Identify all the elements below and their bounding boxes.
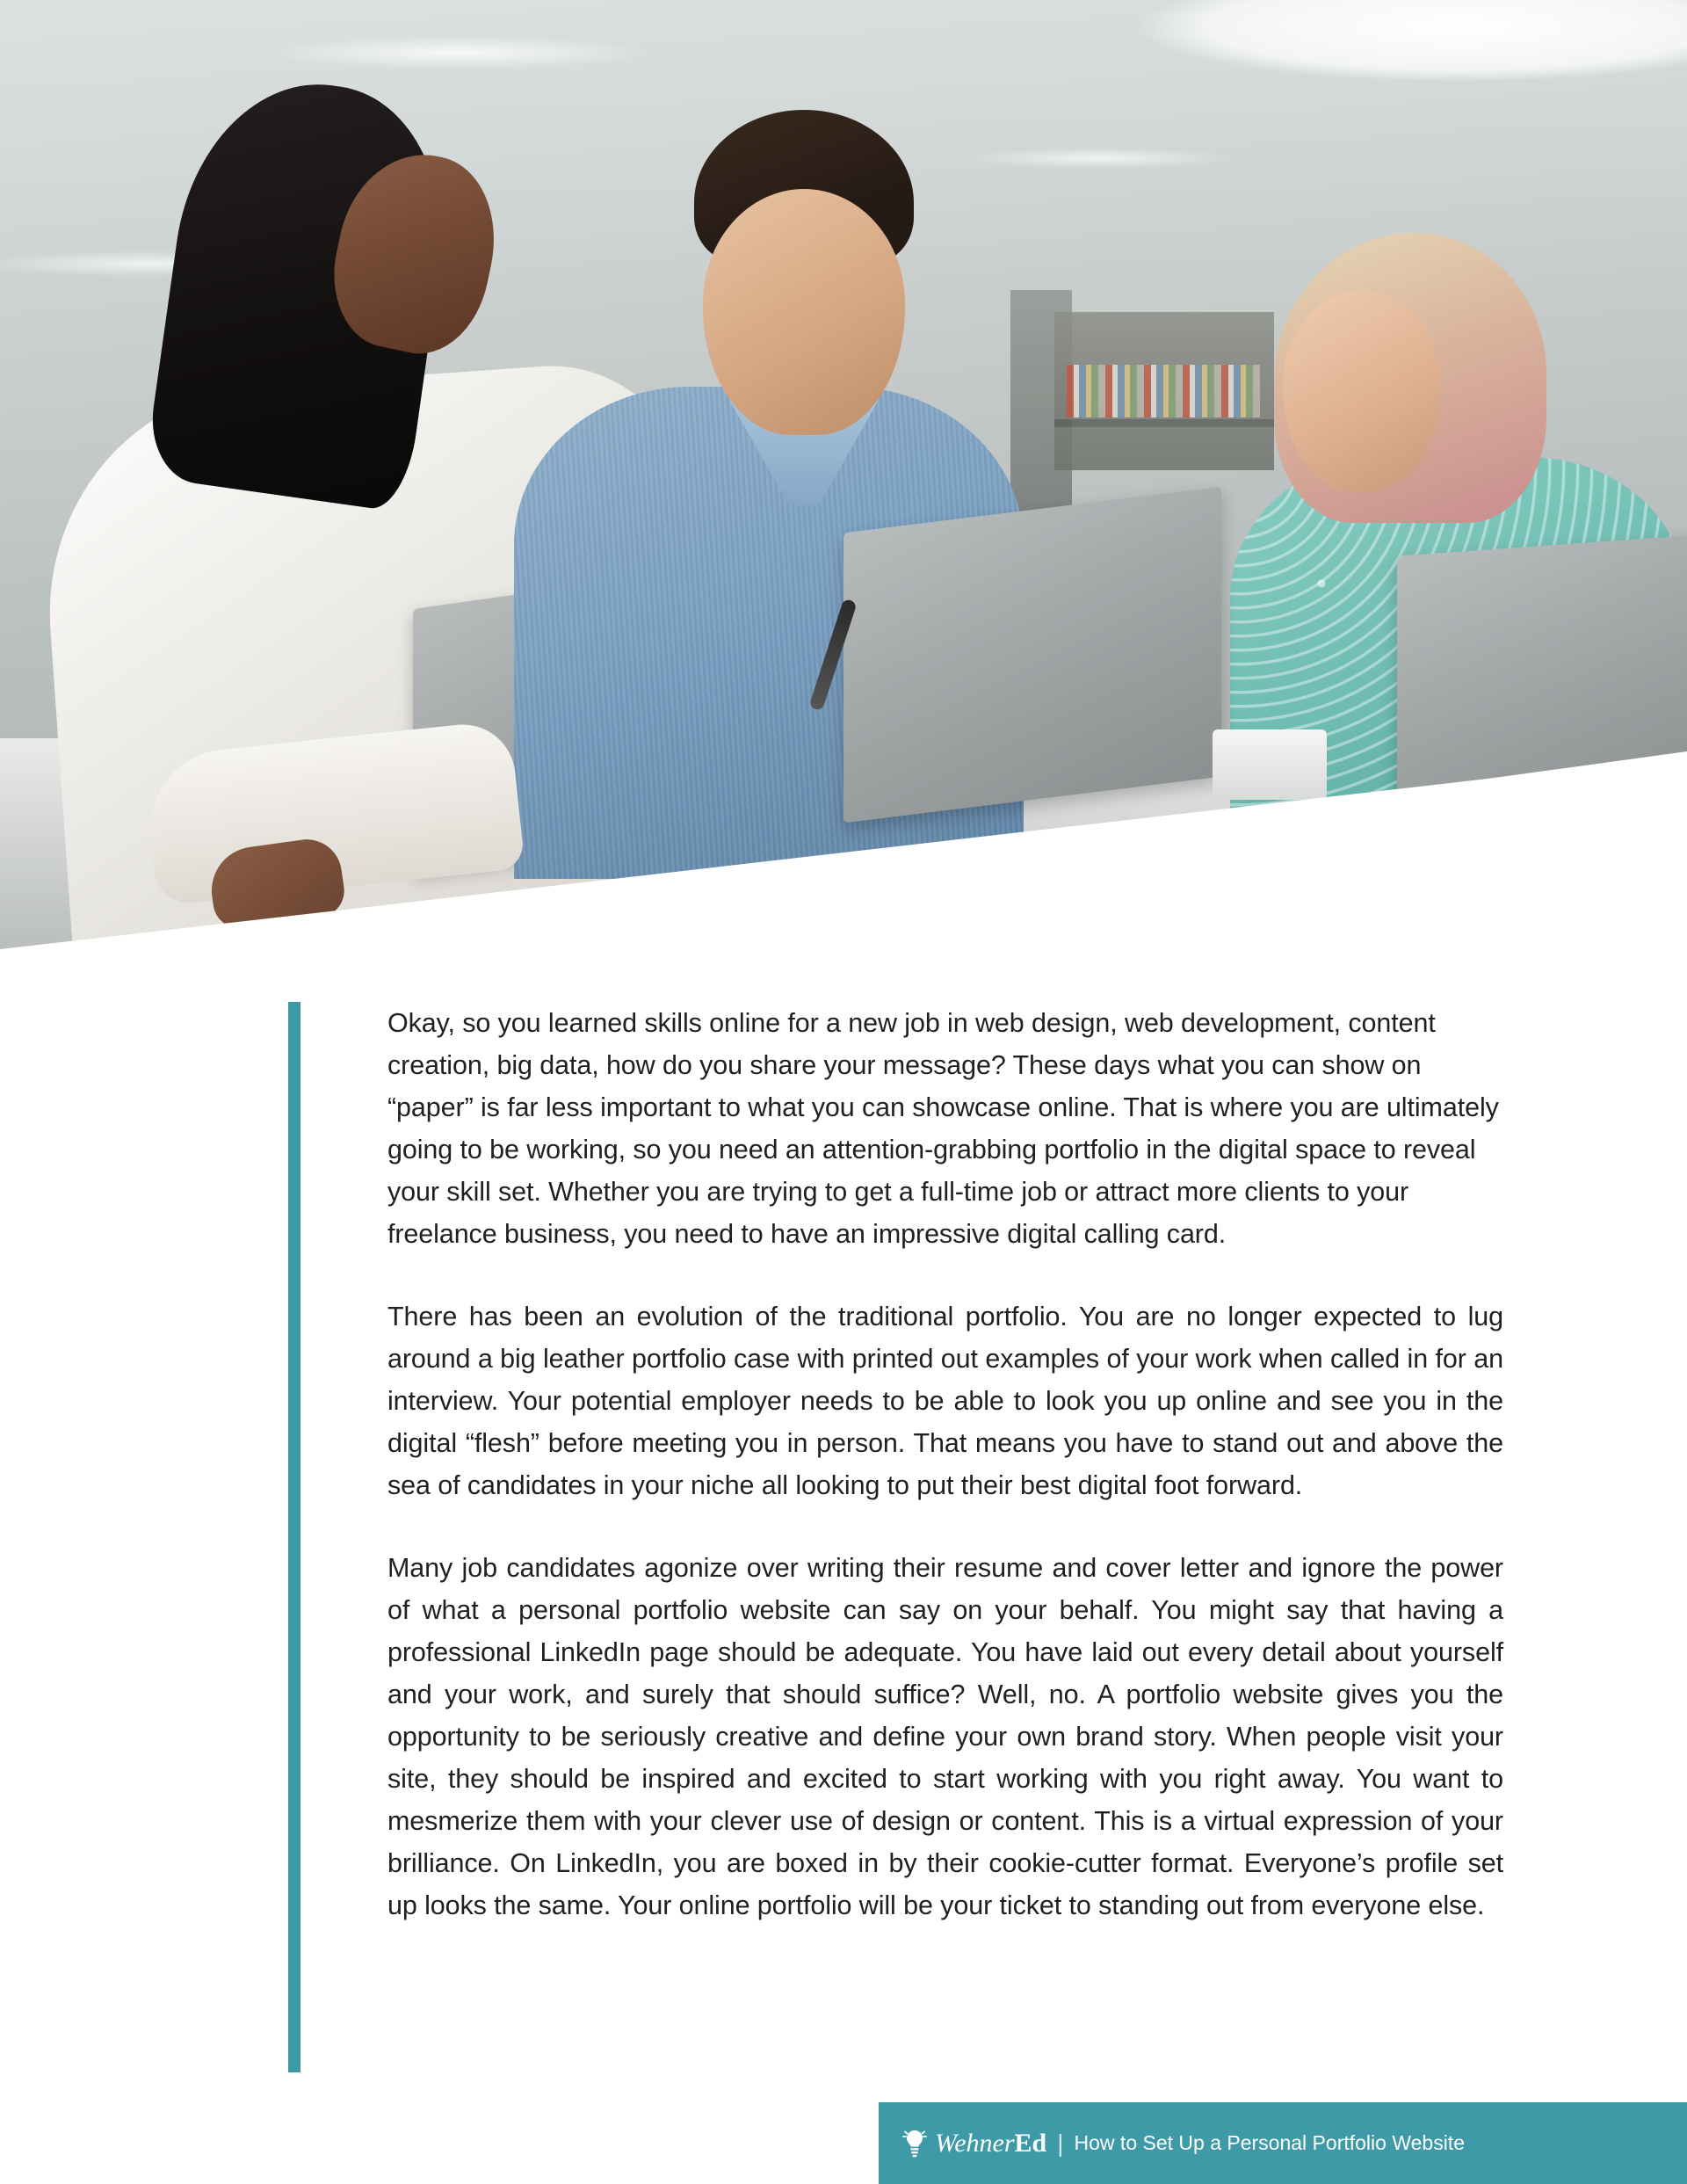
paragraph-1: Okay, so you learned skills online for a new job in web design, web development, content creation, big data, how do you share your message? These days what you can show on “paper” is far less important to what you can showcase online. That is where you are ultimately going to be working, so you need an attention-grabbing portfolio in the digital space to reveal your skill set. Whether you are trying to get a full-time job or attract more clients to your freelance business, you need to have an impressive digital calling card. <box>387 1008 1499 1249</box>
bookshelf <box>1054 312 1274 470</box>
page-footer <box>879 2102 1687 2184</box>
person-teal-face <box>1283 290 1441 492</box>
paragraph-group <box>387 1002 1503 1926</box>
laptop-center <box>844 487 1221 824</box>
hero-image <box>0 0 1687 954</box>
books <box>1067 365 1260 417</box>
brand-name-italic: Wehner <box>935 2128 1015 2158</box>
footer-title: How to Set Up a Personal Portfolio Website <box>1074 2131 1465 2154</box>
paragraph-2: There has been an evolution of the traditional portfolio. You are no longer expected to lug around a big leather portfolio case with printed out examples of your work when called in for an interview. Your potential employer needs to be able to look you up online and see you in the digital “flesh” before meeting you in person. That means you have to stand out and above the sea of candidates in your niche all looking to put their best digital foot forward. <box>387 1302 1503 1500</box>
shelf-line <box>1054 419 1274 427</box>
lightbulb-icon <box>901 2129 928 2159</box>
desk-object <box>1213 729 1327 800</box>
accent-bar <box>288 1002 300 2072</box>
person-denim-face <box>703 189 905 435</box>
paragraph-3: Many job candidates agonize over writing their resume and cover letter and ignore the power of what a personal portfolio website can say on your behalf. You might say that having a professional LinkedIn page should be adequate. You have laid out every detail about yourself and your work, and surely that should suffice? Well, no. A portfolio website gives you the opportunity to be seriously creative and define your own brand story. When people visit your site, they should be inspired and excited to start working with you right away. You want to mesmerize them with your clever use of design or content. This is a virtual expression of your brilliance. On LinkedIn, you are boxed in by their cookie-cutter format. Everyone’s profile set up looks the same. Your online portfolio will be your ticket to standing out from everyone else. <box>387 1553 1503 1920</box>
brand-name-bold: Ed <box>1014 2128 1047 2158</box>
brand-name <box>935 2129 1046 2159</box>
footer-divider: | <box>1057 2129 1064 2157</box>
